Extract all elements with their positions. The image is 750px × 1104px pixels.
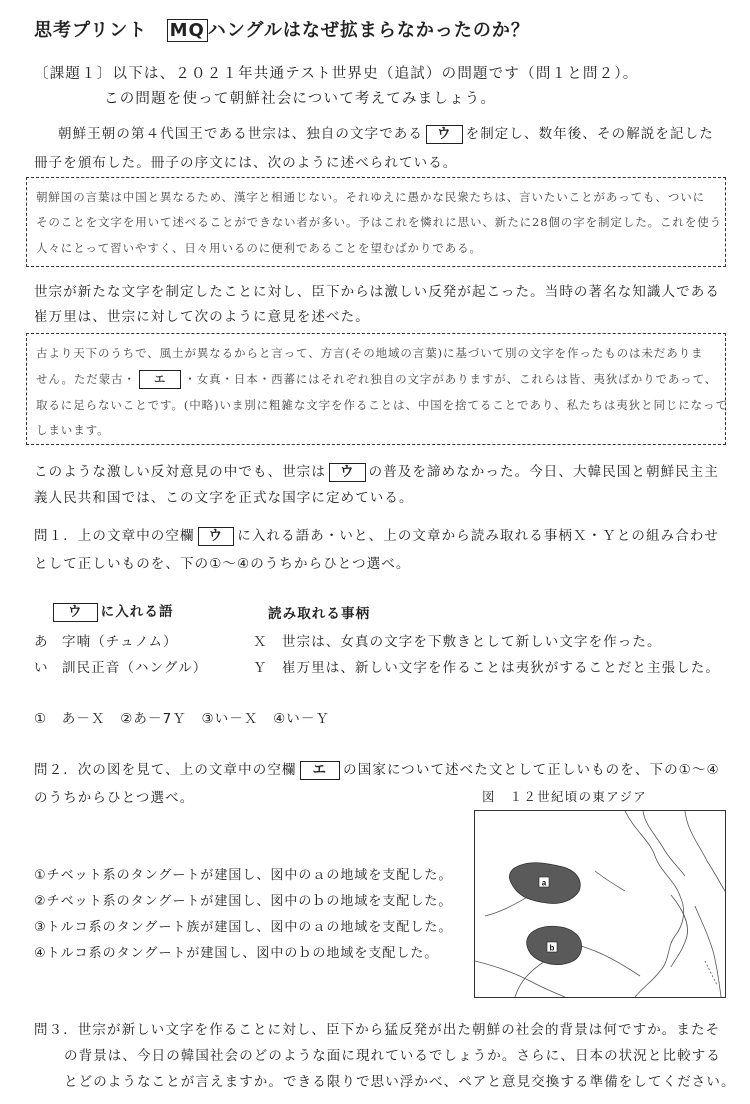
map-label-b: b [549,943,555,953]
quote1-line-1: 朝鮮国の言葉は中国と異なるため、漢字と相通じない。それゆえに愚かな民衆たちは、言いたいことがあっても、ついに [36,190,706,204]
q1-row-y-fact: 崔万里は、新しい文字を作ることは夷狄がすることだと主張した。 [282,660,720,676]
p1-text-b: を制定し、数年後、その解説を記した [465,126,714,142]
p2-line-1: 世宗が新たな文字を制定したことに対し、臣下からは激しい反発が起こった。当時の著名な知識人である [34,284,720,300]
p2-line-2: 崔万里は、世宗に対して次のように意見を述べた。 [34,309,370,325]
q2-line-2: のうちからひとつ選べ。 [34,790,195,806]
q2-text-b: の国家について述べた文として正しいものを、下の①～④ [343,762,720,778]
q1-row-a-word: 字喃（チュノム） [62,634,178,650]
page-title [34,16,530,42]
mq-label: MQ [167,19,208,42]
blank-u: ウ [53,603,98,622]
blank-e: エ [139,370,181,389]
map-svg [475,811,725,997]
p3-text-a: このような激しい反対意見の中でも、世宗は [34,464,326,480]
blank-u: ウ [198,527,235,546]
p1-line-1 [58,122,714,144]
quote2-text-b: ・女真・日本・西蕃にはそれぞれ独自の文字がありますが、これらは皆、夷狄ばかりであって、 [184,372,718,386]
q1-line-1 [34,524,719,546]
quote2-line-3: 取るに足らないことです。(中略)いま別に粗雑な文字を作ることは、中国を捨てることであり、私たちは夷狄と同じになって [36,398,728,412]
q3-line-3: とどのようなことが言えますか。できる限りで思い浮かべ、ペアと意見交換する準備をしてください。 [64,1074,736,1090]
q1-row-x-fact: 世宗は、女真の文字を下敷きとして新しい文字を作った。 [282,634,662,650]
q1-choices: ① あ－Ｘ ②あ－7Ｙ ③い－Ｘ ④い－Ｙ [34,711,331,727]
blank-u: ウ [426,125,463,144]
q1-header-word [50,600,174,622]
quote1-line-3: 人々にとって習いやすく、日々用いるのに便利であることを望むばかりである。 [36,241,482,255]
p3-line-2: 義人民共和国では、この文字を正式な国字に定めている。 [34,490,414,506]
map-label-a: a [541,878,547,888]
p1-text-a: 朝鮮王朝の第４代国王である世宗は、独自の文字である [58,126,423,142]
q1-row-x-key: Ｘ [253,634,268,650]
q1-text-a: 問１．上の文章中の空欄 [34,528,195,544]
q2-option-2: ②チベット系のタングートが建国し、図中のｂの地域を支配した。 [34,894,453,909]
q1-row-i-word: 訓民正音（ハングル） [62,660,208,676]
q1-header-fact: 読み取れる事柄 [268,606,371,622]
q1-text-b: に入れる語あ・いと、上の文章から読み取れる事柄Ｘ・Ｙとの組み合わせ [237,528,720,544]
quote1-line-2: そのことを文字を用いて述べることができない者が多い。予はこれを憐れに思い、新たに28個の字を制定した。これを使う [36,215,723,229]
mq-text: ハングルはなぜ拡まらなかったのか？ [207,20,530,41]
q3-line-1: 問３．世宗が新しい文字を作ることに対し、臣下から猛反発が出た朝鮮の社会的背景は何ですか。またそ [34,1022,721,1038]
q3-line-2: の背景は、今日の韓国社会のどのような面に現れているでしょうか。さらに、日本の状況と比較する [64,1048,721,1064]
quote2-line-2 [36,370,717,389]
q1-row-a-key: あ [34,634,49,650]
q1-line-2: として正しいものを、下の①～④のうちからひとつ選べ。 [34,556,411,572]
task-line-2: この問題を使って朝鮮社会について考えてみましょう。 [104,91,497,107]
q1-header-word-label: に入れる語 [100,604,174,620]
east-asia-map [474,810,726,998]
task-line-1: 〔課題１〕以下は、２０２１年共通テスト世界史（追試）の問題です（問１と問２）。 [34,66,639,82]
q1-row-y-key: Ｙ [253,660,268,676]
q1-row-i-key: い [34,660,49,676]
q2-option-4: ④トルコ系のタングートが建国し、図中のｂの地域を支配した。 [34,946,439,961]
quote2-line-4: しまいます。 [36,423,110,437]
quote2-line-1: 古より天下のうちで、風土が異なるからと言って、方言(その地域の言葉)に基づいて別の文字を作ったものは未だありま [36,346,704,360]
q2-text-a: 問２．次の図を見て、上の文章中の空欄 [34,762,297,778]
blank-u: ウ [329,463,366,482]
q2-option-3: ③トルコ系のタングート族が建国し、図中のａの地域を支配した。 [34,920,453,935]
p3-line-1 [34,460,719,482]
quote2-text-a: せん。ただ蒙古・ [36,372,136,386]
title-main: 思考プリント [34,20,148,41]
q2-option-1: ①チベット系のタングートが建国し、図中のａの地域を支配した。 [34,868,453,883]
map-caption: 図 １２世紀頃の東アジア [482,789,648,804]
blank-e: エ [300,761,341,780]
p3-text-b: の普及を諦めなかった。今日、大韓民国と朝鮮民主主 [368,464,720,480]
q2-line-1 [34,758,720,780]
p1-line-2: 冊子を頒布した。冊子の序文には、次のように述べられている。 [34,155,458,171]
